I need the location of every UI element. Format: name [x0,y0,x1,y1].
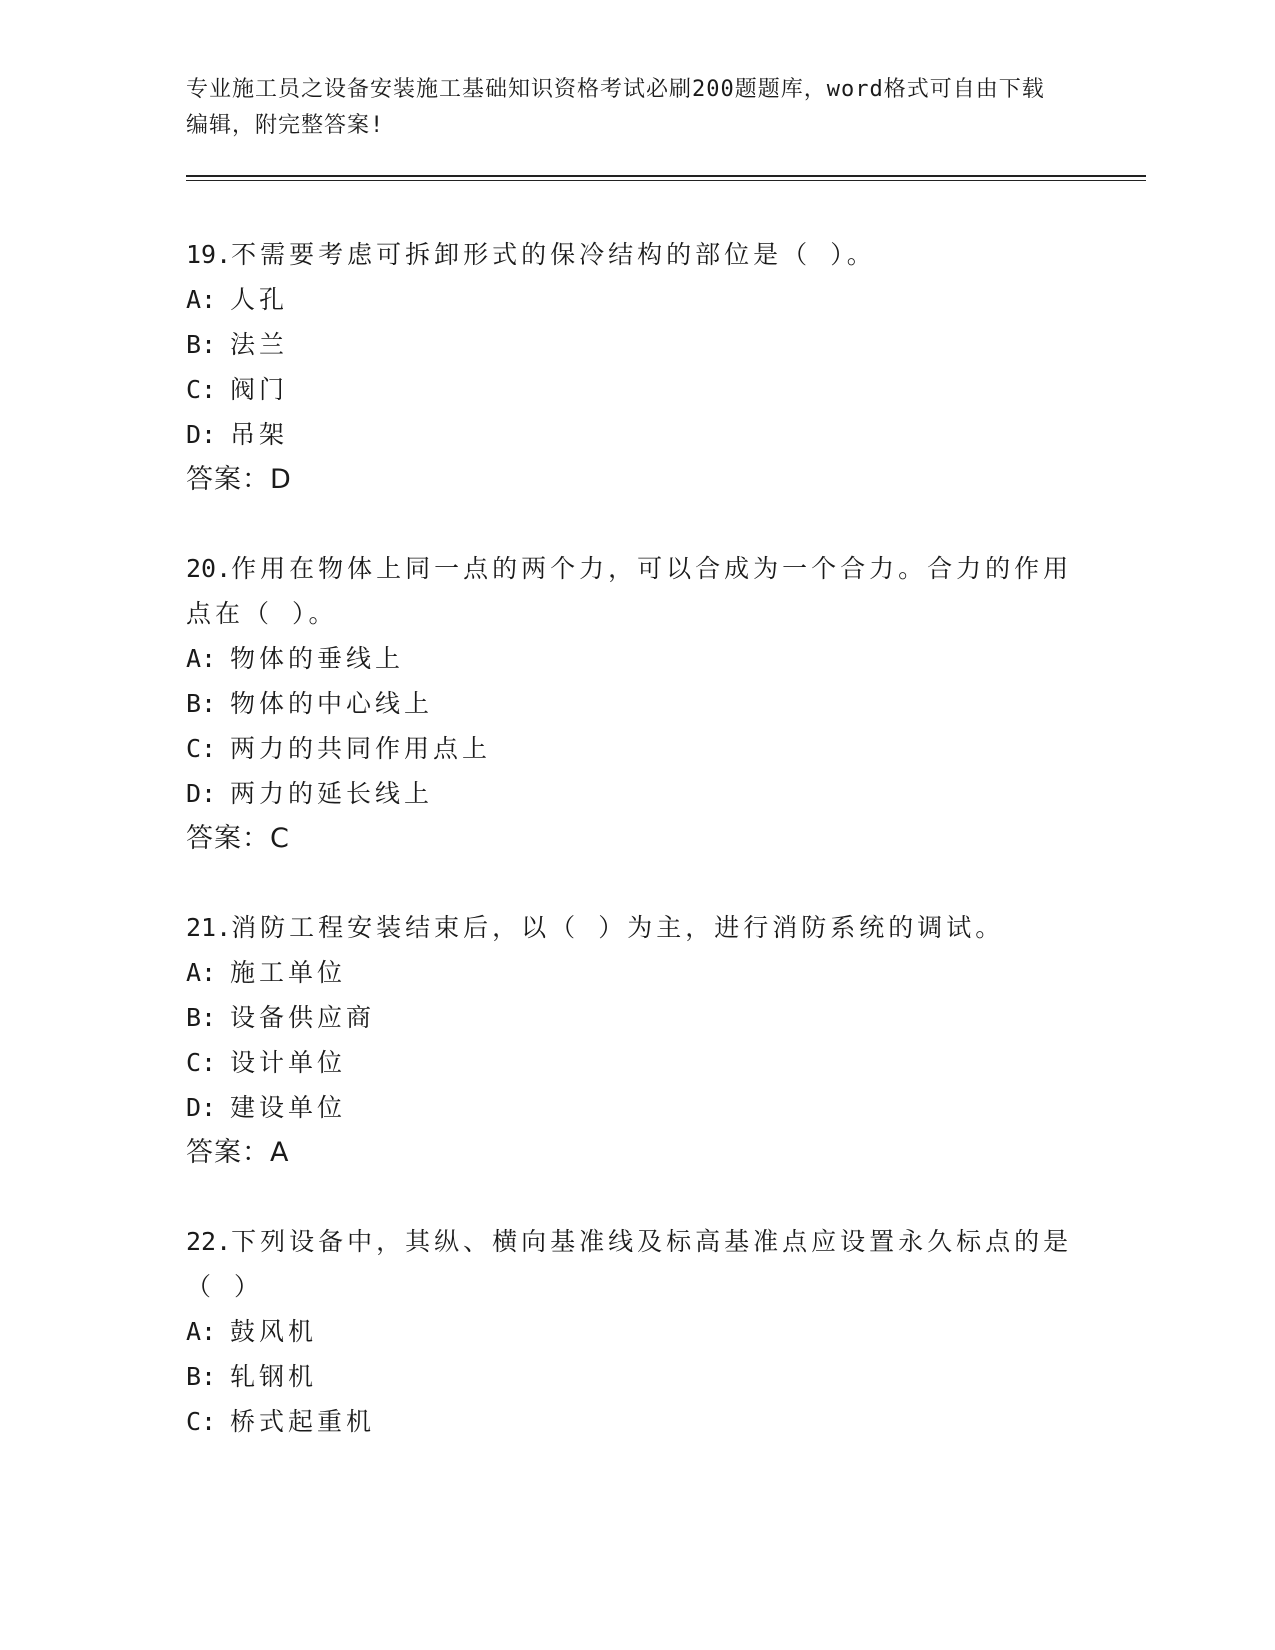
document-header: 专业施工员之设备安装施工基础知识资格考试必刷200题题库，word格式可自由下载编辑，附完整答案! [186,77,1045,138]
question-text [186,232,1086,277]
option-text: 轧钢机 [230,1362,318,1391]
option-d [186,771,1086,816]
answer-line: 答案：D [186,464,292,495]
option-letter: A: [186,1317,217,1346]
option-text: 设计单位 [230,1048,347,1077]
option-c [186,367,1086,412]
option-letter: D: [186,420,217,449]
option-b [186,322,1086,367]
option-a [186,1309,1086,1354]
header-rule-thin [186,180,1146,181]
option-b [186,681,1086,726]
option-a [186,636,1086,681]
question-stem: 下列设备中，其纵、横向基准线及标高基准点应设置永久标点的是（ ） [186,1227,1073,1301]
option-letter: A: [186,644,217,673]
option-letter: B: [186,689,217,718]
option-text: 两力的共同作用点上 [230,734,492,763]
option-text: 施工单位 [230,958,347,987]
question-21 [186,905,1086,1175]
question-stem: 作用在物体上同一点的两个力，可以合成为一个合力。合力的作用点在（ ）。 [186,554,1073,628]
option-d [186,1085,1086,1130]
header-rule-thick [186,175,1146,177]
option-a [186,277,1086,322]
option-text: 人孔 [230,285,289,314]
option-text: 桥式起重机 [230,1407,376,1436]
question-number: 20. [186,554,232,583]
option-letter: B: [186,1003,217,1032]
answer-line: 答案：C [186,823,290,854]
option-c [186,726,1086,771]
question-text [186,905,1086,950]
question-text [186,546,1086,636]
option-text: 物体的垂线上 [230,644,405,673]
option-a [186,950,1086,995]
option-text: 物体的中心线上 [230,689,434,718]
question-stem: 消防工程安装结束后，以（ ）为主，进行消防系统的调试。 [231,913,1005,942]
option-letter: C: [186,734,217,763]
option-letter: D: [186,779,217,808]
option-b [186,1354,1086,1399]
option-text: 阀门 [230,375,289,404]
question-22 [186,1219,1086,1444]
question-list [186,232,1086,1488]
question-number: 22. [186,1227,232,1256]
option-text: 法兰 [230,330,289,359]
option-letter: A: [186,958,217,987]
option-letter: B: [186,1362,217,1391]
option-letter: C: [186,1407,217,1436]
question-text [186,1219,1086,1309]
option-letter: D: [186,1093,217,1122]
option-text: 两力的延长线上 [230,779,434,808]
option-letter: C: [186,1048,217,1077]
option-letter: C: [186,375,217,404]
option-c [186,1399,1086,1444]
question-20 [186,546,1086,861]
option-text: 鼓风机 [230,1317,318,1346]
option-c [186,1040,1086,1085]
question-19 [186,232,1086,502]
option-b [186,995,1086,1040]
answer-line: 答案：A [186,1137,290,1168]
option-letter: A: [186,285,217,314]
option-d [186,412,1086,457]
question-stem: 不需要考虑可拆卸形式的保冷结构的部位是（ ）。 [231,240,876,269]
option-letter: B: [186,330,217,359]
option-text: 吊架 [230,420,289,449]
question-number: 19. [186,240,232,269]
option-text: 建设单位 [230,1093,347,1122]
option-text: 设备供应商 [230,1003,376,1032]
question-number: 21. [186,913,232,942]
